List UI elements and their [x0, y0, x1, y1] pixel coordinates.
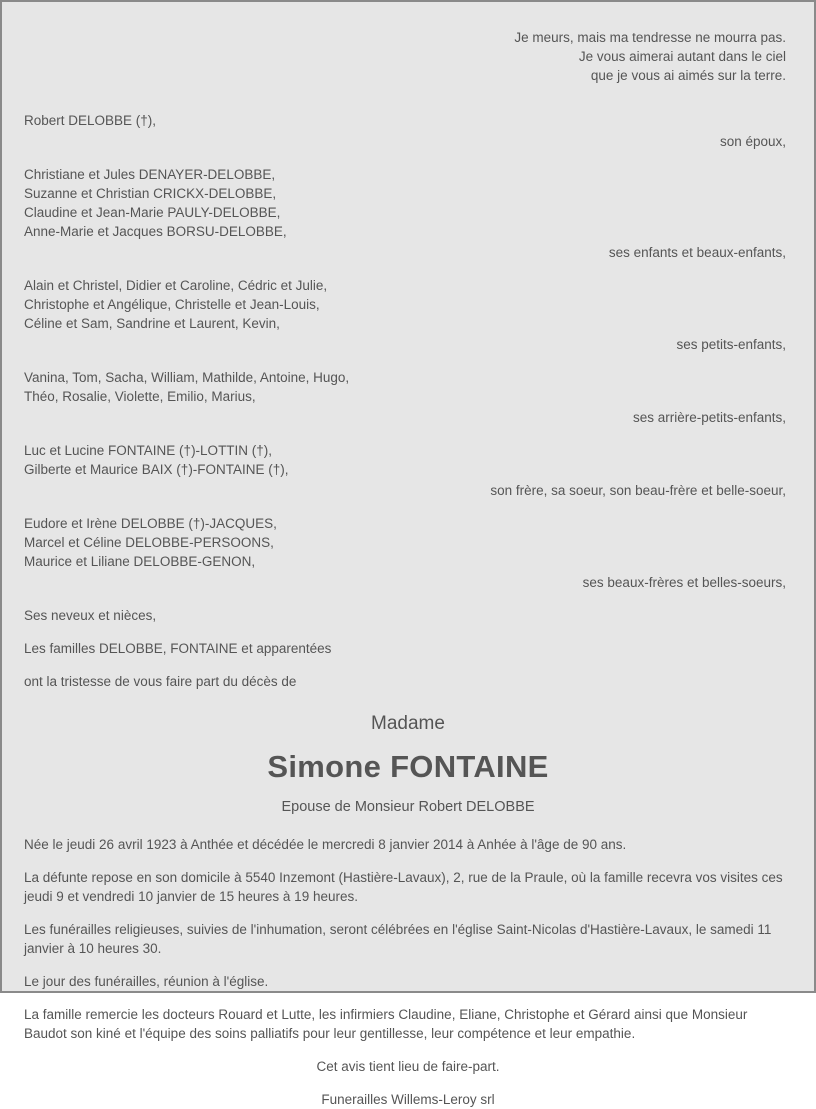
family-name-line: Anne-Marie et Jacques BORSU-DELOBBE, [24, 224, 287, 239]
family-name-line: Robert DELOBBE (†), [24, 113, 157, 128]
family-name-line: Luc et Lucine FONTAINE (†)-LOTTIN (†), [24, 443, 273, 458]
thanks-paragraph: La famille remercie les docteurs Rouard et Lutte, les infirmiers Claudine, Eliane, Christophe et Gérard ainsi que Monsieur Baudot son kiné et l'équipe des soins palliatifs pour leur gentillesse, leur compétence et leur empathie. [24, 1007, 748, 1041]
family-names [24, 514, 792, 571]
family-name-line: Gilberte et Maurice BAIX (†)-FONTAINE (†), [24, 462, 289, 477]
details-block [24, 835, 792, 1109]
announcement-line: ont la tristesse de vous faire part du décès de [24, 674, 297, 689]
funeral-home-paragraph: Funerailles Willems-Leroy srl [321, 1092, 495, 1107]
family-name-line: Christiane et Jules DENAYER-DELOBBE, [24, 167, 276, 182]
epitaph-line-1: Je meurs, mais ma tendresse ne mourra pas. [514, 30, 786, 45]
family-name-line: Eudore et Irène DELOBBE (†)-JACQUES, [24, 516, 277, 531]
family-group [24, 368, 792, 427]
deceased-name: Simone FONTAINE [267, 749, 549, 784]
epitaph-line-2: Je vous aimerai autant dans le ciel [578, 49, 786, 64]
family-group [24, 514, 792, 592]
family-name-line: Théo, Rosalie, Violette, Emilio, Marius, [24, 389, 256, 404]
family-relation: ses petits-enfants, [676, 337, 786, 352]
family-names [24, 441, 792, 479]
family-relation: son époux, [719, 134, 786, 149]
family-names [24, 368, 792, 406]
family-group [24, 441, 792, 500]
funeral-paragraph: Les funérailles religieuses, suivies de l'inhumation, seront célébrées en l'église Saint-Nicolas d'Hastière-Lavaux, le samedi 11 janvier à 10 heures 30. [24, 922, 772, 956]
birth-death-paragraph: Née le jeudi 26 avril 1923 à Anthée et décédée le mercredi 8 janvier 2014 à Anhée à l'âge de 90 ans. [24, 837, 627, 852]
family-relation: ses beaux-frères et belles-soeurs, [582, 575, 786, 590]
family-name-line: Maurice et Liliane DELOBBE-GENON, [24, 554, 256, 569]
epitaph-line-3: que je vous ai aimés sur la terre. [590, 68, 786, 83]
deceased-spouse-line: Epouse de Monsieur Robert DELOBBE [281, 799, 535, 815]
family-name-line: Claudine et Jean-Marie PAULY-DELOBBE, [24, 205, 281, 220]
family-name-line: Céline et Sam, Sandrine et Laurent, Kevin, [24, 316, 280, 331]
family-group [24, 165, 792, 262]
family-name-line: Christophe et Angélique, Christelle et Jean-Louis, [24, 297, 320, 312]
family-names [24, 276, 792, 333]
family-relation: ses enfants et beaux-enfants, [608, 245, 786, 260]
family-group [24, 276, 792, 354]
family-names [24, 165, 792, 241]
family-relation: son frère, sa soeur, son beau-frère et belle-soeur, [490, 483, 786, 498]
family-name-line: Suzanne et Christian CRICKX-DELOBBE, [24, 186, 277, 201]
family-name-line: Alain et Christel, Didier et Caroline, Cédric et Julie, [24, 278, 328, 293]
epitaph-block [24, 28, 792, 85]
family-relation: ses arrière-petits-enfants, [632, 410, 786, 425]
family-names [24, 111, 792, 130]
family-name-line: Vanina, Tom, Sacha, William, Mathilde, Antoine, Hugo, [24, 370, 350, 385]
family-group [24, 111, 792, 151]
deceased-title: Madame [371, 713, 445, 734]
notice-paragraph: Cet avis tient lieu de faire-part. [316, 1059, 500, 1074]
repose-paragraph: La défunte repose en son domicile à 5540 Inzemont (Hastière-Lavaux), 2, rue de la Praule, où la famille recevra vos visites ces jeudi 9 et vendredi 10 janvier de 15 heures à 19 heures. [24, 870, 783, 904]
family-name-line: Marcel et Céline DELOBBE-PERSOONS, [24, 535, 274, 550]
meeting-paragraph: Le jour des funérailles, réunion à l'église. [24, 974, 269, 989]
families-line: Les familles DELOBBE, FONTAINE et apparentées [24, 641, 332, 656]
nephews-nieces-line: Ses neveux et nièces, [24, 608, 157, 623]
